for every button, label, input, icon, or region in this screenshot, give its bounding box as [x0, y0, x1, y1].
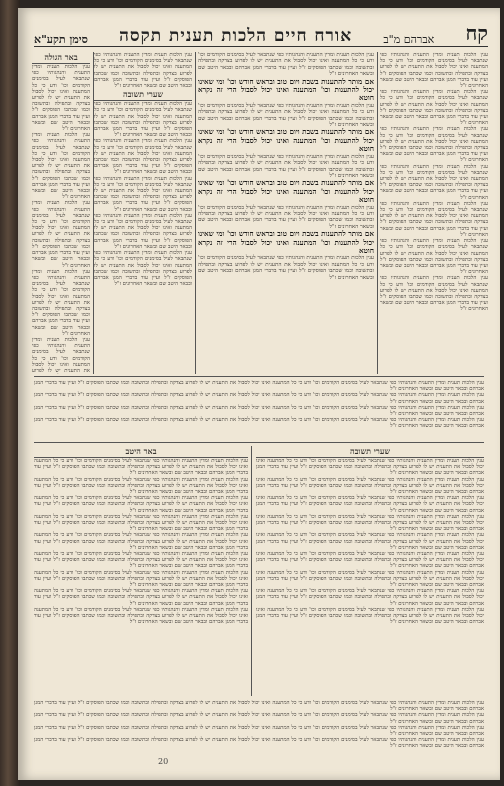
left-commentary-column: [94, 52, 192, 374]
main-text-bold: אם מותר להתענות בשבת ויום טוב ובראש חודש וכו' ומי שאינו יכול להתענות וכו' המתענה ואינו יכול לסבול הרי זה נקרא חוטא: [198, 229, 374, 255]
commentary-text: ענין הלכות תענית ומדין התענית והנהגותיו כפי שנתבאר לעיל בסימנים הקודמים וכו' ודע כי כל המתענה ואינו יכול לסבול את התענית יש לו לפרוע בצדקה ובתפילה ובתשובה וכמו שכתבו הפוסקים ז"ל ועיין עוד בדברי המגן אברהם ובבאר היטב שם ובשאר האחרונים ז"ל: [380, 163, 488, 201]
lower-text: ענין הלכות תענית ומדין התענית והנהגותיו כפי שנתבאר לעיל בסימנים הקודמים וכו' ודע כי כל המתענה ואינו יכול לסבול את התענית יש לו לפרוע בצדקה ובתפילה ובתשובה וכמו שכתבו הפוסקים ז"ל ועיין עוד בדברי המגן אברהם ובבאר היטב שם ובשאר האחרונים ז"ל: [256, 532, 484, 551]
wide-text: ענין הלכות תענית ומדין התענית והנהגותיו כפי שנתבאר לעיל בסימנים הקודמים וכו' ודע כי כל המתענה ואינו יכול לסבול את התענית יש לו לפרוע בצדקה ובתפילה ובתשובה וכמו שכתבו הפוסקים ז"ל ועיין עוד בדברי המגן אברהם ובבאר היטב שם ובשאר האחרונים ז"ל: [34, 404, 484, 418]
main-text-bold: אם מותר להתענות בשבת ויום טוב ובראש חודש וכו' ומי שאינו יכול להתענות וכו' המתענה ואינו יכול לסבול הרי זה נקרא חוטא: [198, 178, 374, 205]
wide-commentary-block: [34, 380, 484, 440]
margin-text: ענין הלכות תענית ומדין התענית והנהגותיו כפי שנתבאר לעיל בסימנים הקודמים וכו' ודע כי כל המתענה ואינו יכול לסבול את התענית יש לו לפרוע בצדקה ובתפילה ובתשובה וכמו שכתבו הפוסקים ז"ל ועיין עוד בדברי המגן אברהם ובבאר היטב שם ובשאר האחרונים ז"ל: [32, 268, 90, 337]
lower-heading: באר היטב: [34, 446, 248, 458]
left-heading: שערי תשובה: [94, 89, 192, 101]
bottom-text: ענין הלכות תענית ומדין התענית והנהגותיו כפי שנתבאר לעיל בסימנים הקודמים וכו' ודע כי כל המתענה ואינו יכול לסבול את התענית יש לו לפרוע בצדקה ובתפילה ובתשובה וכמו שכתבו הפוסקים ז"ל ועיין עוד בדברי המגן אברהם ובבאר היטב שם ובשאר האחרונים ז"ל: [34, 737, 484, 750]
left-heading: שערי תשובה: [256, 446, 484, 458]
margin-heading: באר הגולה: [32, 52, 90, 64]
commentary-text: ענין הלכות תענית ומדין התענית והנהגותיו כפי שנתבאר לעיל בסימנים הקודמים וכו' ודע כי כל המתענה ואינו יכול לסבול את התענית יש לו לפרוע בצדקה ובתפילה ובתשובה וכמו שכתבו הפוסקים ז"ל ועיין עוד בדברי המגן אברהם ובבאר היטב שם ובשאר האחרונים ז"ל: [94, 52, 192, 90]
main-text-bold: אם מותר להתענות בשבת ויום טוב ובראש חודש וכו' ומי שאינו יכול להתענות וכו' המתענה ואינו יכול לסבול הרי זה נקרא חוטא: [198, 76, 374, 103]
main-text: ענין הלכות תענית ומדין התענית והנהגותיו כפי שנתבאר לעיל בסימנים הקודמים וכו' ודע כי כל המתענה ואינו יכול לסבול את התענית יש לו לפרוע בצדקה ובתפילה ובתשובה וכמו שכתבו הפוסקים ז"ל ועיין עוד בדברי המגן אברהם ובבאר היטב שם ובשאר האחרונים ז"ל: [198, 204, 374, 230]
lower-text: ענין הלכות תענית ומדין התענית והנהגותיו כפי שנתבאר לעיל בסימנים הקודמים וכו' ודע כי כל המתענה ואינו יכול לסבול את התענית יש לו לפרוע בצדקה ובתפילה ובתשובה וכמו שכתבו הפוסקים ז"ל ועיין עוד בדברי המגן אברהם ובבאר היטב שם ובשאר האחרונים ז"ל: [34, 606, 248, 626]
aside-title: אברהם מ"ב: [383, 33, 435, 46]
commentary-text: ענין הלכות תענית ומדין התענית והנהגותיו כפי שנתבאר לעיל בסימנים הקודמים וכו' ודע כי כל המתענה ואינו יכול לסבול את התענית יש לו לפרוע בצדקה ובתפילה ובתשובה וכמו שכתבו הפוסקים ז"ל ועיין עוד בדברי המגן אברהם ובבאר היטב שם ובשאר האחרונים ז"ל: [380, 238, 488, 276]
lower-text: ענין הלכות תענית ומדין התענית והנהגותיו כפי שנתבאר לעיל בסימנים הקודמים וכו' ודע כי כל המתענה ואינו יכול לסבול את התענית יש לו לפרוע בצדקה ובתפילה ובתשובה וכמו שכתבו הפוסקים ז"ל ועיין עוד בדברי המגן אברהם ובבאר היטב שם ובשאר האחרונים ז"ל: [34, 588, 248, 607]
lower-right-column: [34, 446, 248, 696]
lower-text: ענין הלכות תענית ומדין התענית והנהגותיו כפי שנתבאר לעיל בסימנים הקודמים וכו' ודע כי כל המתענה ואינו יכול לסבול את התענית יש לו לפרוע בצדקה ובתפילה ובתשובה וכמו שכתבו הפוסקים ז"ל ועיין עוד בדברי המגן אברהם ובבאר היטב שם ובשאר האחרונים ז"ל: [256, 476, 484, 496]
commentary-text: ענין הלכות תענית ומדין התענית והנהגותיו כפי שנתבאר לעיל בסימנים הקודמים וכו' ודע כי כל המתענה ואינו יכול לסבול את התענית יש לו לפרוע בצדקה ובתפילה ובתשובה וכמו שכתבו הפוסקים ז"ל ועיין עוד בדברי המגן אברהם ובבאר היטב שם ובשאר האחרונים ז"ל: [94, 175, 192, 213]
commentary-text: ענין הלכות תענית ומדין התענית והנהגותיו כפי שנתבאר לעיל בסימנים הקודמים וכו' ודע כי כל המתענה ואינו יכול לסבול את התענית יש לו לפרוע בצדקה ובתפילה ובתשובה וכמו שכתבו הפוסקים ז"ל ועיין עוד בדברי המגן אברהם ובבאר היטב שם ובשאר האחרונים ז"ל: [380, 275, 488, 313]
commentary-text: ענין הלכות תענית ומדין התענית והנהגותיו כפי שנתבאר לעיל בסימנים הקודמים וכו' ודע כי כל המתענה ואינו יכול לסבול את התענית יש לו לפרוע בצדקה ובתפילה ובתשובה וכמו שכתבו הפוסקים ז"ל ועיין עוד בדברי המגן אברהם ובבאר היטב שם ובשאר האחרונים ז"ל: [380, 126, 488, 164]
lower-text: ענין הלכות תענית ומדין התענית והנהגותיו כפי שנתבאר לעיל בסימנים הקודמים וכו' ודע כי כל המתענה ואינו יכול לסבול את התענית יש לו לפרוע בצדקה ובתפילה ובתשובה וכמו שכתבו הפוסקים ז"ל ועיין עוד בדברי המגן אברהם ובבאר היטב שם ובשאר האחרונים ז"ל: [256, 606, 484, 626]
commentary-text: ענין הלכות תענית ומדין התענית והנהגותיו כפי שנתבאר לעיל בסימנים הקודמים וכו' ודע כי כל המתענה ואינו יכול לסבול את התענית יש לו לפרוע בצדקה ובתפילה ובתשובה וכמו שכתבו הפוסקים ז"ל ועיין עוד בדברי המגן אברהם ובבאר היטב שם ובשאר האחרונים ז"ל: [380, 89, 488, 127]
lower-text: ענין הלכות תענית ומדין התענית והנהגותיו כפי שנתבאר לעיל בסימנים הקודמים וכו' ודע כי כל המתענה ואינו יכול לסבול את התענית יש לו לפרוע בצדקה ובתפילה ובתשובה וכמו שכתבו הפוסקים ז"ל ועיין עוד בדברי המגן אברהם ובבאר היטב שם ובשאר האחרונים ז"ל: [256, 588, 484, 607]
column-divider: [195, 52, 196, 374]
main-text: ענין הלכות תענית ומדין התענית והנהגותיו כפי שנתבאר לעיל בסימנים הקודמים וכו' ודע כי כל המתענה ואינו יכול לסבול את התענית יש לו לפרוע בצדקה ובתפילה ובתשובה וכמו שכתבו הפוסקים ז"ל ועיין עוד בדברי המגן אברהם ובבאר היטב שם ובשאר האחרונים ז"ל: [198, 255, 374, 281]
main-text: ענין הלכות תענית ומדין התענית והנהגותיו כפי שנתבאר לעיל בסימנים הקודמים וכו' ודע כי כל המתענה ואינו יכול לסבול את התענית יש לו לפרוע בצדקה ובתפילה ובתשובה וכמו שכתבו הפוסקים ז"ל ועיין עוד בדברי המגן אברהם ובבאר היטב שם ובשאר האחרונים ז"ל: [198, 102, 374, 129]
margin-text: ענין הלכות תענית ומדין התענית והנהגותיו כפי שנתבאר לעיל בסימנים הקודמים וכו' ודע כי כל המתענה ואינו יכול לסבול את התענית יש לו לפרוע בצדקה ובתפילה ובתשובה וכמו שכתבו הפוסקים ז"ל ועיין עוד בדברי המגן אברהם ובבאר היטב שם ובשאר האחרונים ז"ל: [32, 132, 90, 201]
bottom-text: ענין הלכות תענית ומדין התענית והנהגותיו כפי שנתבאר לעיל בסימנים הקודמים וכו' ודע כי כל המתענה ואינו יכול לסבול את התענית יש לו לפרוע בצדקה ובתפילה ובתשובה וכמו שכתבו הפוסקים ז"ל ועיין עוד בדברי המגן אברהם ובבאר היטב שם ובשאר האחרונים ז"ל: [34, 724, 484, 738]
book-spine: [0, 0, 20, 786]
wide-text: ענין הלכות תענית ומדין התענית והנהגותיו כפי שנתבאר לעיל בסימנים הקודמים וכו' ודע כי כל המתענה ואינו יכול לסבול את התענית יש לו לפרוע בצדקה ובתפילה ובתשובה וכמו שכתבו הפוסקים ז"ל ועיין עוד בדברי המגן אברהם ובבאר היטב שם ובשאר האחרונים ז"ל: [34, 392, 484, 405]
commentary-text: ענין הלכות תענית ומדין התענית והנהגותיו כפי שנתבאר לעיל בסימנים הקודמים וכו' ודע כי כל המתענה ואינו יכול לסבול את התענית יש לו לפרוע בצדקה ובתפילה ובתשובה וכמו שכתבו הפוסקים ז"ל ועיין עוד בדברי המגן אברהם ובבאר היטב שם ובשאר האחרונים ז"ל: [380, 200, 488, 238]
lower-text: ענין הלכות תענית ומדין התענית והנהגותיו כפי שנתבאר לעיל בסימנים הקודמים וכו' ודע כי כל המתענה ואינו יכול לסבול את התענית יש לו לפרוע בצדקה ובתפילה ובתשובה וכמו שכתבו הפוסקים ז"ל ועיין עוד בדברי המגן אברהם ובבאר היטב שם ובשאר האחרונים ז"ל: [34, 476, 248, 496]
book-page: [18, 8, 500, 780]
commentary-text: ענין הלכות תענית ומדין התענית והנהגותיו כפי שנתבאר לעיל בסימנים הקודמים וכו' ודע כי כל המתענה ואינו יכול לסבול את התענית יש לו לפרוע בצדקה ובתפילה ובתשובה וכמו שכתבו הפוסקים ז"ל ועיין עוד בדברי המגן אברהם ובבאר היטב שם ובשאר האחרונים ז"ל: [94, 250, 192, 288]
lower-text: ענין הלכות תענית ומדין התענית והנהגותיו כפי שנתבאר לעיל בסימנים הקודמים וכו' ודע כי כל המתענה ואינו יכול לסבול את התענית יש לו לפרוע בצדקה ובתפילה ובתשובה וכמו שכתבו הפוסקים ז"ל ועיין עוד בדברי המגן אברהם ובבאר היטב שם ובשאר האחרונים ז"ל: [34, 458, 248, 477]
lower-text: ענין הלכות תענית ומדין התענית והנהגותיו כפי שנתבאר לעיל בסימנים הקודמים וכו' ודע כי כל המתענה ואינו יכול לסבול את התענית יש לו לפרוע בצדקה ובתפילה ובתשובה וכמו שכתבו הפוסקים ז"ל ועיין עוד בדברי המגן אברהם ובבאר היטב שם ובשאר האחרונים ז"ל: [34, 495, 248, 514]
commentary-text: ענין הלכות תענית ומדין התענית והנהגותיו כפי שנתבאר לעיל בסימנים הקודמים וכו' ודע כי כל המתענה ואינו יכול לסבול את התענית יש לו לפרוע בצדקה ובתפילה ובתשובה וכמו שכתבו הפוסקים ז"ל ועיין עוד בדברי המגן אברהם ובבאר היטב שם ובשאר האחרונים ז"ל: [380, 52, 488, 90]
section-divider: [34, 442, 484, 443]
margin-notes-column: [32, 52, 90, 374]
lower-text: ענין הלכות תענית ומדין התענית והנהגותיו כפי שנתבאר לעיל בסימנים הקודמים וכו' ודע כי כל המתענה ואינו יכול לסבול את התענית יש לו לפרוע בצדקה ובתפילה ובתשובה וכמו שכתבו הפוסקים ז"ל ועיין עוד בדברי המגן אברהם ובבאר היטב שם ובשאר האחרונים ז"ל: [256, 495, 484, 514]
margin-text: ענין הלכות תענית ומדין התענית והנהגותיו כפי שנתבאר לעיל בסימנים הקודמים וכו' ודע כי כל המתענה ואינו יכול לסבול את התענית יש לו לפרוע: [32, 336, 90, 374]
lower-text: ענין הלכות תענית ומדין התענית והנהגותיו כפי שנתבאר לעיל בסימנים הקודמים וכו' ודע כי כל המתענה ואינו יכול לסבול את התענית יש לו לפרוע בצדקה ובתפילה ובתשובה וכמו שכתבו הפוסקים ז"ל ועיין עוד בדברי המגן אברהם ובבאר היטב שם ובשאר האחרונים ז"ל: [256, 569, 484, 589]
section-title: אורח חיים הלכות תענית תקסה: [119, 26, 353, 46]
bottom-text: ענין הלכות תענית ומדין התענית והנהגותיו כפי שנתבאר לעיל בסימנים הקודמים וכו' ודע כי כל המתענה ואינו יכול לסבול את התענית יש לו לפרוע בצדקה ובתפילה ובתשובה וכמו שכתבו הפוסקים ז"ל ועיין עוד בדברי המגן אברהם ובבאר היטב שם ובשאר האחרונים ז"ל: [34, 700, 484, 713]
page-number: קח: [465, 21, 488, 45]
main-text: ענין הלכות תענית ומדין התענית והנהגותיו כפי שנתבאר לעיל בסימנים הקודמים וכו' ודע כי כל המתענה ואינו יכול לסבול את התענית יש לו לפרוע בצדקה ובתפילה ובתשובה וכמו שכתבו הפוסקים ז"ל ועיין עוד בדברי המגן אברהם ובבאר היטב שם ובשאר האחרונים ז"ל: [198, 52, 374, 78]
right-commentary-column: [380, 52, 488, 374]
commentary-text: ענין הלכות תענית ומדין התענית והנהגותיו כפי שנתבאר לעיל בסימנים הקודמים וכו' ודע כי כל המתענה ואינו יכול לסבול את התענית יש לו לפרוע בצדקה ובתפילה ובתשובה וכמו שכתבו הפוסקים ז"ל ועיין עוד בדברי המגן אברהם ובבאר היטב שם ובשאר האחרונים ז"ל: [94, 212, 192, 250]
section-divider: [34, 376, 484, 377]
lower-text: ענין הלכות תענית ומדין התענית והנהגותיו כפי שנתבאר לעיל בסימנים הקודמים וכו' ודע כי כל המתענה ואינו יכול לסבול את התענית יש לו לפרוע בצדקה ובתפילה ובתשובה וכמו שכתבו הפוסקים ז"ל ועיין עוד בדברי המגן אברהם ובבאר היטב שם ובשאר האחרונים ז"ל: [256, 551, 484, 570]
margin-text: ענין הלכות תענית ומדין התענית והנהגותיו כפי שנתבאר לעיל בסימנים הקודמים וכו' ודע כי כל המתענה ואינו יכול לסבול את התענית יש לו לפרוע בצדקה ובתפילה ובתשובה וכמו שכתבו הפוסקים ז"ל ועיין עוד בדברי המגן אברהם ובבאר היטב שם ובשאר האחרונים ז"ל: [32, 64, 90, 133]
siman-label: סימן תקע"א: [34, 33, 88, 46]
commentary-text: ענין הלכות תענית ומדין התענית והנהגותיו כפי שנתבאר לעיל בסימנים הקודמים וכו' ודע כי כל המתענה ואינו יכול לסבול את התענית יש לו לפרוע בצדקה ובתפילה ובתשובה וכמו שכתבו הפוסקים ז"ל ועיין עוד בדברי המגן אברהם ובבאר היטב שם ובשאר האחרונים ז"ל: [94, 138, 192, 176]
main-text-bold: אם מותר להתענות בשבת ויום טוב ובראש חודש וכו' ומי שאינו יכול להתענות וכו' המתענה ואינו יכול לסבול הרי זה נקרא חוטא: [198, 127, 374, 154]
column-divider: [377, 52, 378, 374]
main-text: ענין הלכות תענית ומדין התענית והנהגותיו כפי שנתבאר לעיל בסימנים הקודמים וכו' ודע כי כל המתענה ואינו יכול לסבול את התענית יש לו לפרוע בצדקה ובתפילה ובתשובה וכמו שכתבו הפוסקים ז"ל ועיין עוד בדברי המגן אברהם ובבאר היטב שם ובשאר האחרונים ז"ל: [198, 153, 374, 179]
lower-left-column: [256, 446, 484, 696]
column-divider: [251, 446, 252, 696]
wide-text: ענין הלכות תענית ומדין התענית והנהגותיו כפי שנתבאר לעיל בסימנים הקודמים וכו' ודע כי כל המתענה ואינו יכול לסבול את התענית יש לו לפרוע בצדקה ובתפילה ובתשובה וכמו שכתבו הפוסקים ז"ל ועיין עוד בדברי המגן אברהם ובבאר היטב שם ובשאר האחרונים ז"ל: [34, 417, 484, 430]
commentary-text: ענין הלכות תענית ומדין התענית והנהגותיו כפי שנתבאר לעיל בסימנים הקודמים וכו' ודע כי כל המתענה ואינו יכול לסבול את התענית יש לו לפרוע בצדקה ובתפילה ובתשובה וכמו שכתבו הפוסקים ז"ל ועיין עוד בדברי המגן אברהם ובבאר היטב שם ובשאר האחרונים ז"ל: [94, 101, 192, 139]
lower-text: ענין הלכות תענית ומדין התענית והנהגותיו כפי שנתבאר לעיל בסימנים הקודמים וכו' ודע כי כל המתענה ואינו יכול לסבול את התענית יש לו לפרוע בצדקה ובתפילה ובתשובה וכמו שכתבו הפוסקים ז"ל ועיין עוד בדברי המגן אברהם ובבאר היטב שם ובשאר האחרונים ז"ל: [34, 551, 248, 570]
bottom-text: ענין הלכות תענית ומדין התענית והנהגותיו כפי שנתבאר לעיל בסימנים הקודמים וכו' ודע כי כל המתענה ואינו יכול לסבול את התענית יש לו לפרוע בצדקה ובתפילה ובתשובה וכמו שכתבו הפוסקים ז"ל ועיין עוד בדברי המגן אברהם ובבאר היטב שם ובשאר האחרונים ז"ל: [34, 712, 484, 725]
page-header: [34, 18, 488, 47]
column-divider: [93, 52, 94, 374]
wide-text: ענין הלכות תענית ומדין התענית והנהגותיו כפי שנתבאר לעיל בסימנים הקודמים וכו' ודע כי כל המתענה ואינו יכול לסבול את התענית יש לו לפרוע בצדקה ובתפילה ובתשובה וכמו שכתבו הפוסקים ז"ל ועיין עוד בדברי המגן אברהם ובבאר היטב שם ובשאר האחרונים ז"ל: [34, 380, 484, 393]
lower-text: ענין הלכות תענית ומדין התענית והנהגותיו כפי שנתבאר לעיל בסימנים הקודמים וכו' ודע כי כל המתענה ואינו יכול לסבול את התענית יש לו לפרוע בצדקה ובתפילה ובתשובה וכמו שכתבו הפוסקים ז"ל ועיין עוד בדברי המגן אברהם ובבאר היטב שם ובשאר האחרונים ז"ל: [34, 532, 248, 551]
lower-text: ענין הלכות תענית ומדין התענית והנהגותיו כפי שנתבאר לעיל בסימנים הקודמים וכו' ודע כי כל המתענה ואינו יכול לסבול את התענית יש לו לפרוע בצדקה ובתפילה ובתשובה וכמו שכתבו הפוסקים ז"ל ועיין עוד בדברי המגן אברהם ובבאר היטב שם ובשאר האחרונים ז"ל: [256, 513, 484, 533]
footer-mark: 20: [158, 757, 169, 766]
main-text-column: [198, 52, 374, 374]
lower-text: ענין הלכות תענית ומדין התענית והנהגותיו כפי שנתבאר לעיל בסימנים הקודמים וכו' ודע כי כל המתענה ואינו יכול לסבול את התענית יש לו לפרוע בצדקה ובתפילה ובתשובה וכמו שכתבו הפוסקים ז"ל ועיין עוד בדברי המגן אברהם ובבאר היטב שם ובשאר האחרונים ז"ל: [256, 458, 484, 477]
bottom-notes: [34, 700, 484, 760]
lower-text: ענין הלכות תענית ומדין התענית והנהגותיו כפי שנתבאר לעיל בסימנים הקודמים וכו' ודע כי כל המתענה ואינו יכול לסבול את התענית יש לו לפרוע בצדקה ובתפילה ובתשובה וכמו שכתבו הפוסקים ז"ל ועיין עוד בדברי המגן אברהם ובבאר היטב שם ובשאר האחרונים ז"ל: [34, 569, 248, 589]
lower-text: ענין הלכות תענית ומדין התענית והנהגותיו כפי שנתבאר לעיל בסימנים הקודמים וכו' ודע כי כל המתענה ואינו יכול לסבול את התענית יש לו לפרוע בצדקה ובתפילה ובתשובה וכמו שכתבו הפוסקים ז"ל ועיין עוד בדברי המגן אברהם ובבאר היטב שם ובשאר האחרונים ז"ל: [34, 513, 248, 533]
margin-text: ענין הלכות תענית ומדין התענית והנהגותיו כפי שנתבאר לעיל בסימנים הקודמים וכו' ודע כי כל המתענה ואינו יכול לסבול את התענית יש לו לפרוע בצדקה ובתפילה ובתשובה וכמו שכתבו הפוסקים ז"ל ועיין עוד בדברי המגן אברהם ובבאר היטב שם ובשאר האחרונים ז"ל: [32, 200, 90, 269]
